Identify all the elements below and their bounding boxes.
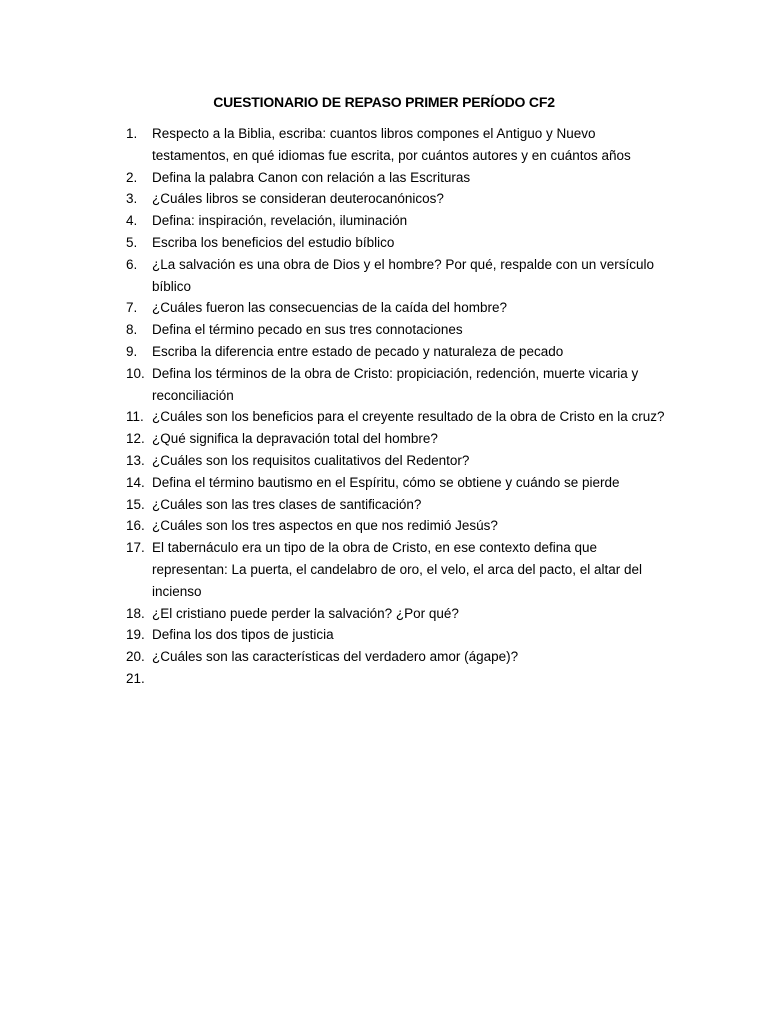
question-text: ¿Cuáles son las tres clases de santificación? bbox=[152, 496, 422, 512]
list-item bbox=[126, 646, 666, 668]
question-number: 11. bbox=[126, 409, 144, 425]
question-number: 14. bbox=[126, 474, 145, 490]
question-number: 15. bbox=[126, 496, 145, 512]
list-item bbox=[126, 297, 666, 319]
list-item bbox=[126, 515, 666, 537]
list-item bbox=[126, 428, 666, 450]
question-text: Defina los dos tipos de justicia bbox=[152, 627, 334, 643]
question-number: 2. bbox=[126, 169, 138, 185]
document-title: CUESTIONARIO DE REPASO PRIMER PERÍODO CF2 bbox=[213, 94, 555, 110]
list-item bbox=[126, 167, 666, 189]
question-number: 8. bbox=[126, 322, 138, 338]
question-text: Escriba los beneficios del estudio bíblico bbox=[152, 234, 395, 250]
list-item bbox=[126, 624, 666, 646]
list-item bbox=[126, 472, 666, 494]
question-text: Defina el término pecado en sus tres connotaciones bbox=[152, 322, 463, 338]
list-item bbox=[126, 123, 666, 167]
question-number: 19. bbox=[126, 627, 145, 643]
question-text: ¿Cuáles son las características del verdadero amor (ágape)? bbox=[152, 649, 519, 665]
question-text: ¿La salvación es una obra de Dios y el hombre? Por qué, respalde con un versículo bíblico bbox=[152, 256, 655, 294]
question-text: Escriba la diferencia entre estado de pecado y naturaleza de pecado bbox=[152, 343, 564, 359]
question-text: ¿Qué significa la depravación total del hombre? bbox=[152, 431, 438, 447]
question-number: 4. bbox=[126, 213, 138, 229]
question-number: 9. bbox=[126, 343, 138, 359]
question-number: 7. bbox=[126, 300, 138, 316]
question-number: 20. bbox=[126, 649, 145, 665]
question-text: Defina la palabra Canon con relación a las Escrituras bbox=[152, 169, 471, 185]
list-item bbox=[126, 363, 666, 407]
list-item bbox=[126, 188, 666, 210]
list-item bbox=[126, 232, 666, 254]
question-text: ¿Cuáles son los tres aspectos en que nos redimió Jesús? bbox=[152, 518, 498, 534]
list-item bbox=[126, 319, 666, 341]
question-text: ¿Cuáles libros se consideran deuterocanónicos? bbox=[152, 191, 444, 207]
list-item bbox=[126, 406, 666, 428]
question-list bbox=[126, 123, 666, 686]
question-number: 10. bbox=[126, 365, 145, 381]
question-number: 18. bbox=[126, 605, 145, 621]
list-item bbox=[126, 603, 666, 625]
question-number: 6. bbox=[126, 256, 138, 272]
list-item bbox=[126, 494, 666, 516]
question-number: 5. bbox=[126, 234, 138, 250]
question-text: El tabernáculo era un tipo de la obra de Cristo, en ese contexto defina que representan: La puerta, el candelabro de oro, el velo, el arca del pacto, el altar del incienso bbox=[152, 540, 643, 599]
question-number: 1. bbox=[126, 126, 138, 141]
question-number: 16. bbox=[126, 518, 145, 534]
list-item bbox=[126, 254, 666, 298]
question-text: ¿El cristiano puede perder la salvación? ¿Por qué? bbox=[152, 605, 459, 621]
question-number: 21. bbox=[126, 670, 145, 686]
question-number: 12. bbox=[126, 431, 145, 447]
question-number: 3. bbox=[126, 191, 138, 207]
list-item bbox=[126, 450, 666, 472]
question-text: ¿Cuáles son los beneficios para el creyente resultado de la obra de Cristo en la cruz? bbox=[152, 409, 665, 425]
question-number: 13. bbox=[126, 452, 145, 468]
list-item bbox=[126, 537, 666, 602]
question-text: Defina: inspiración, revelación, iluminación bbox=[152, 213, 408, 229]
list-item bbox=[126, 341, 666, 363]
question-text: Defina los términos de la obra de Cristo: propiciación, redención, muerte vicaria y reconciliación bbox=[152, 365, 639, 403]
question-text: Defina el término bautismo en el Espíritu, cómo se obtiene y cuándo se pierde bbox=[152, 474, 620, 490]
question-text: Respecto a la Biblia, escriba: cuantos libros compones el Antiguo y Nuevo testamentos, en qué idiomas fue escrita, por cuántos autores y en cuántos años bbox=[152, 126, 631, 163]
list-item bbox=[126, 210, 666, 232]
question-text: ¿Cuáles son los requisitos cualitativos del Redentor? bbox=[152, 452, 470, 468]
question-text: ¿Cuáles fueron las consecuencias de la caída del hombre? bbox=[152, 300, 507, 316]
question-number: 17. bbox=[126, 540, 145, 556]
